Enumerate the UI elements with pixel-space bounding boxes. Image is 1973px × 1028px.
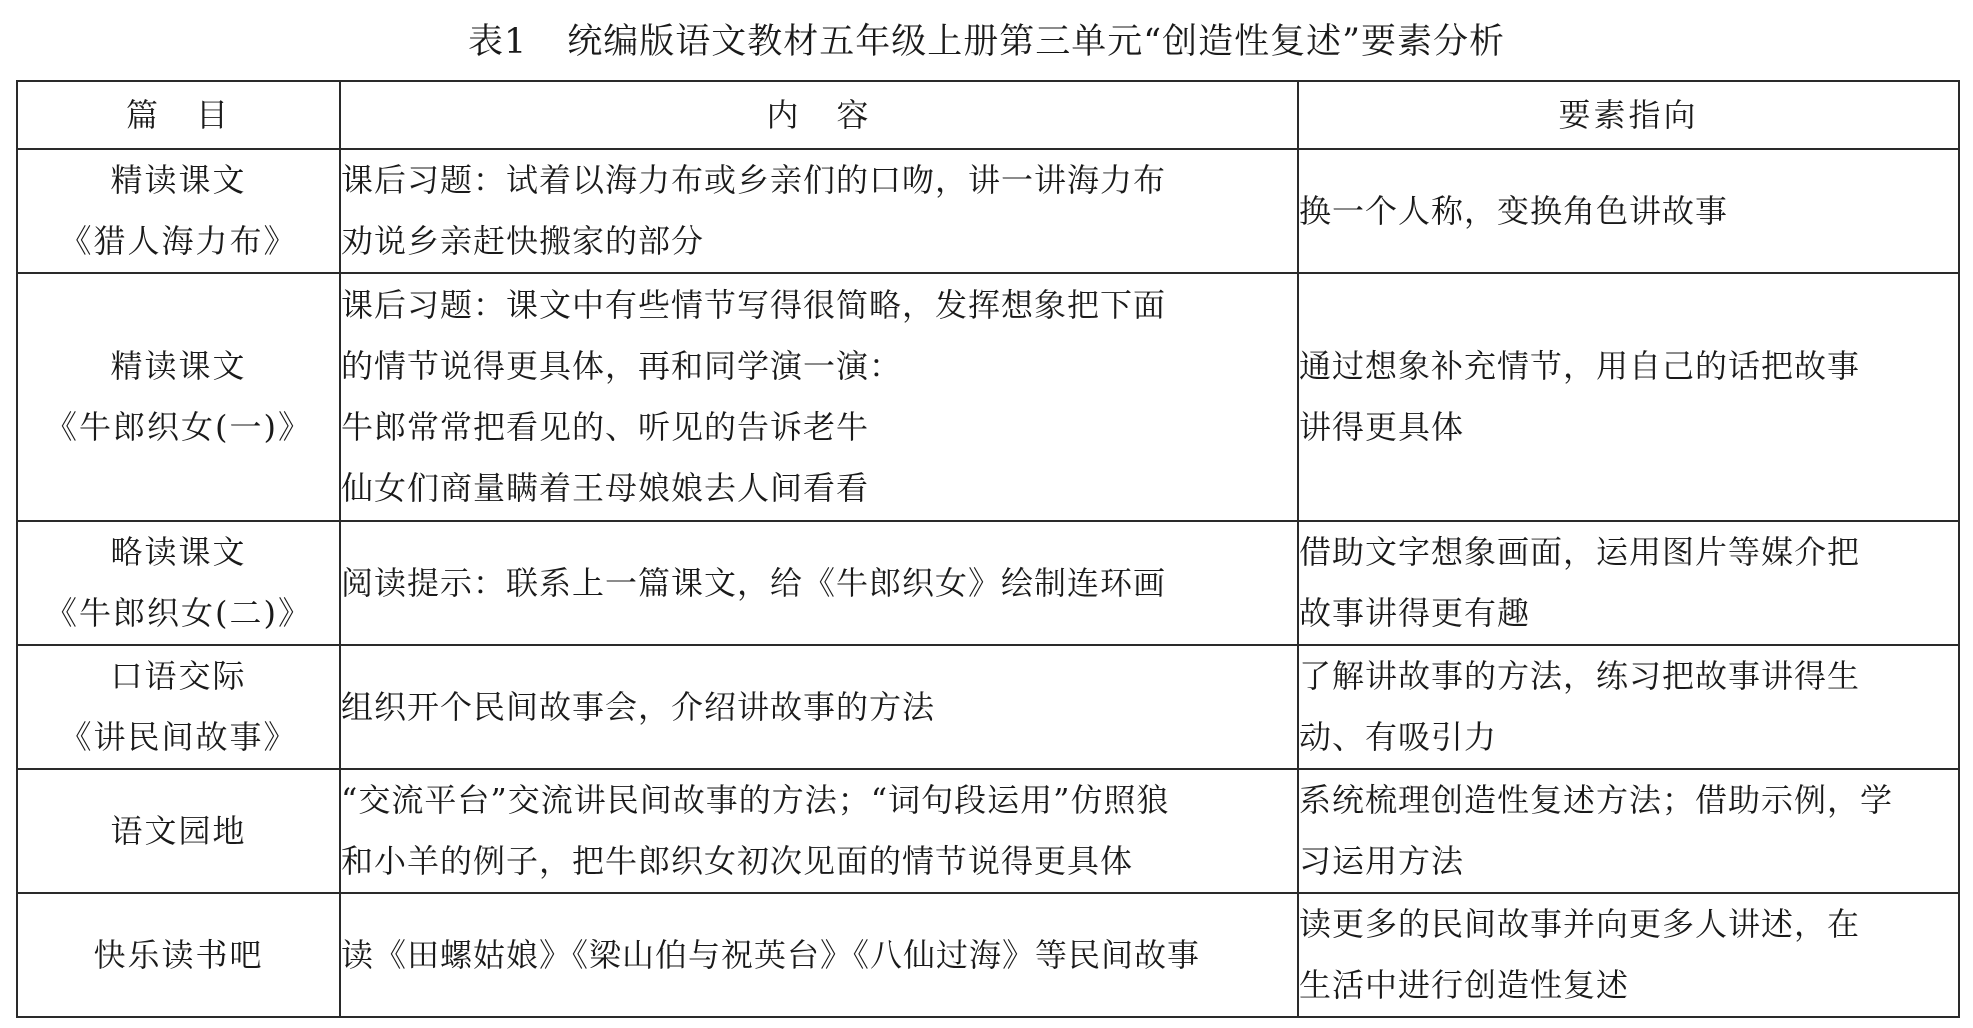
content-line: “交流平台”交流讲民间故事的方法；“词句段运用”仿照狼	[341, 781, 1170, 819]
table-row	[17, 521, 1959, 645]
aim-line: 讲得更具体	[1299, 408, 1465, 446]
content-line: 的情节说得更具体，再和同学演一演：	[341, 347, 903, 385]
content-line: 课后习题：课文中有些情节写得很简略，发挥想象把下面	[341, 286, 1167, 324]
analysis-table	[16, 80, 1960, 1018]
aim-line: 读更多的民间故事并向更多人讲述，在	[1299, 905, 1861, 943]
title-line: 《牛郎织女(二)》	[45, 594, 312, 632]
aim-line: 通过想象补充情节，用自己的话把故事	[1299, 347, 1861, 385]
cell-content	[340, 521, 1298, 645]
cell-aim	[1298, 149, 1959, 273]
cell-content	[340, 893, 1298, 1017]
table-number: 表1	[467, 22, 528, 62]
content-line: 阅读提示：联系上一篇课文，给《牛郎织女》绘制连环画	[341, 563, 1167, 602]
content-line: 仙女们商量瞒着王母娘娘去人间看看	[341, 469, 870, 507]
aim-line: 习运用方法	[1299, 842, 1465, 880]
cell-content	[340, 769, 1298, 893]
cell-aim	[1298, 769, 1959, 893]
cell-content	[340, 645, 1298, 769]
cell-title	[17, 645, 340, 769]
header-title: 篇 目	[17, 81, 340, 149]
title-line: 《猎人海力布》	[59, 222, 298, 260]
aim-line: 了解讲故事的方法，练习把故事讲得生	[1299, 657, 1861, 695]
aim-line: 生活中进行创造性复述	[1299, 966, 1630, 1004]
cell-title	[17, 893, 340, 1017]
cell-aim	[1298, 273, 1959, 521]
title-line: 《牛郎织女(一)》	[45, 408, 312, 446]
title-line: 精读课文	[110, 161, 247, 199]
content-line: 课后习题：试着以海力布或乡亲们的口吻，讲一讲海力布	[341, 161, 1167, 199]
cell-content	[340, 149, 1298, 273]
cell-title	[17, 149, 340, 273]
cell-aim	[1298, 893, 1959, 1017]
content-line: 劝说乡亲赶快搬家的部分	[341, 222, 705, 260]
title-line: 快乐读书吧	[93, 935, 264, 974]
title-line: 精读课文	[110, 347, 247, 385]
header-content: 内 容	[340, 81, 1298, 149]
content-line: 读《田螺姑娘》《梁山伯与祝英台》《八仙过海》等民间故事	[341, 935, 1201, 974]
cell-title	[17, 769, 340, 893]
content-line: 组织开个民间故事会，介绍讲故事的方法	[341, 687, 936, 726]
cell-aim	[1298, 521, 1959, 645]
title-line: 口语交际	[110, 657, 247, 695]
header-row	[17, 81, 1959, 149]
content-line: 和小羊的例子，把牛郎织女初次见面的情节说得更具体	[341, 842, 1134, 880]
table-row	[17, 769, 1959, 893]
aim-line: 动、有吸引力	[1299, 718, 1498, 756]
table-row	[17, 893, 1959, 1017]
aim-line: 换一个人称，变换角色讲故事	[1299, 191, 1729, 230]
cell-title	[17, 521, 340, 645]
aim-line: 系统梳理创造性复述方法；借助示例，学	[1299, 781, 1894, 819]
table-title: 统编版语文教材五年级上册第三单元“创造性复述”要素分析	[567, 22, 1506, 62]
aim-line: 借助文字想象画面，运用图片等媒介把	[1299, 533, 1861, 571]
table-row	[17, 645, 1959, 769]
title-line: 略读课文	[110, 533, 247, 571]
content-line: 牛郎常常把看见的、听见的告诉老牛	[341, 408, 870, 446]
cell-title	[17, 273, 340, 521]
table-row	[17, 273, 1959, 521]
table-row	[17, 149, 1959, 273]
cell-content	[340, 273, 1298, 521]
header-aim: 要素指向	[1298, 81, 1959, 149]
title-line: 语文园地	[110, 811, 247, 850]
aim-line: 故事讲得更有趣	[1299, 594, 1531, 632]
table-caption	[0, 12, 1973, 72]
cell-aim	[1298, 645, 1959, 769]
title-line: 《讲民间故事》	[59, 718, 298, 756]
